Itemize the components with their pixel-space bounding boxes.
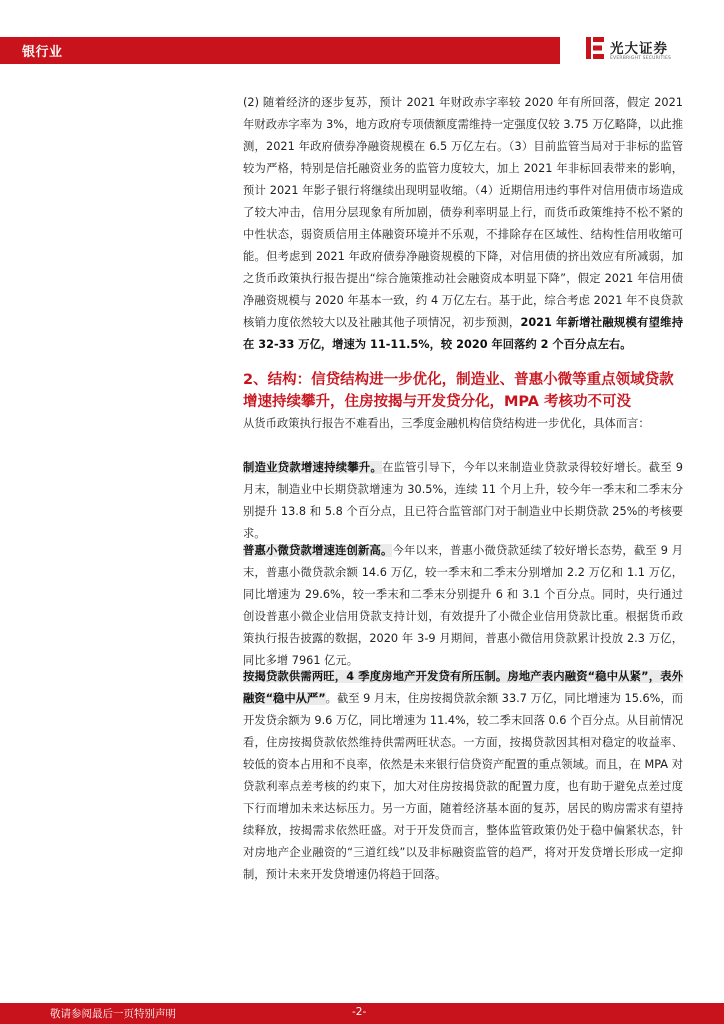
paragraph-bold-lead: 按揭贷款供需两旺，4 季度房地产开发贷有所压制。房地产表内融资“稳中从紧”，表外融资“稳中从严” [243,670,683,705]
page-number: -2- [352,1006,367,1018]
paragraph-financing-forecast [243,92,683,356]
brand-logo [584,33,694,67]
paragraph-bold-conclusion: 2021 年新增社融规模有望维持在 32-33 万亿，增速为 11-11.5%，较 2020 年回落约 2 个百分点左右。 [243,316,683,351]
paragraph-inclusive-smes [243,540,683,672]
paragraph-manufacturing [243,457,683,545]
paragraph-text: 今年以来，普惠小微贷款延续了较好增长态势，截至 9 月末，普惠小微贷款余额 14.6 万亿，较一季末和二季末分别增加 2.2 万亿和 1.1 万亿，同比增速为 29.6%，较一季末和二季末分别提升 6 和 3.1 个百分点。同时，央行通过创设普惠小微企业信用贷款支持计划，有效提升了小微企业信用贷款比重。根据货币政策执行报告披露的数据，2020 年 3-9 月期间，普惠小微信用贷款累计投放 2.3 万亿，同比多增 7961 亿元。 [243,544,683,667]
section-heading: 2、结构：信贷结构进一步优化，制造业、普惠小微等重点领域贷款增速持续攀升，住房按揭与开发贷分化，MPA 考核功不可没 [243,372,674,410]
paragraph-bold-lead: 制造业贷款增速持续攀升。 [243,461,383,474]
brand-subtitle: EVERBRIGHT SECURITIES [610,56,672,61]
paragraph-intro [243,413,683,435]
brand-logo-icon [584,35,606,61]
header-section-title: 银行业 [22,45,63,60]
paragraph-text: 在监管引导下，今年以来制造业贷款录得较好增长。截至 9 月末，制造业中长期贷款增速为 30.5%，连续 11 个月上升，较今年一季末和二季末分别提升 13.8 和 5.8 个百分点，且已符合监管部门对于制造业中长期贷款 25%的考核要求。 [243,461,683,540]
paragraph-text: 从货币政策执行报告不难看出，三季度金融机构信贷结构进一步优化，具体而言： [243,417,650,430]
header-bar [0,37,560,64]
footer-disclaimer: 敬请参阅最后一页特别声明 [50,1008,176,1020]
paragraph-text: 。截至 9 月末，住房按揭贷款余额 33.7 万亿，同比增速为 15.6%，而开发贷余额为 9.6 万亿，同比增速为 11.4%，较二季末回落 0.6 个百分点。从目前情况看，住房按揭贷款依然维持供需两旺状态。一方面，按揭贷款因其相对稳定的收益率、较低的资本占用和不良率，依然是未来银行信贷资产配置的重点领域。而且，在 MPA 对贷款利率点差考核的约束下，加大对住房按揭贷款的配置力度，也有助于避免点差过度下行而增加未来达标压力。另一方面，随着经济基本面的复苏，居民的购房需求有望持续释放，按揭需求依然旺盛。对于开发贷而言，整体监管政策仍处于稳中偏紧状态，针对房地产企业融资的“三道红线”以及非标融资监管的趋严，将对开发贷增长形成一定抑制，预计未来开发贷增速仍将趋于回落。 [243,692,683,881]
paragraph-mortgage [243,666,683,886]
paragraph-text: (2) 随着经济的逐步复苏，预计 2021 年财政赤字率较 2020 年有所回落，假定 2021 年财政赤字率为 3%，地方政府专项债额度需维持一定强度仅较 3.75 万亿略降，以此推测，2021 年政府债券净融资规模在 6.5 万亿左右。（3）目前监管当局对于非标的监管较为严格，特别是信托融资业务的监管力度较大，加上 2021 年非标回表带来的影响，预计 2021 年影子银行将继续出现明显收缩。（4）近期信用违约事件对信用债市场造成了较大冲击，信用分层现象有所加剧，债券利率明显上行，而货币政策维持不松不紧的中性状态，弱资质信用主体融资环境并不乐观，不排除存在区域性、结构性信用收缩可能。但考虑到 2021 年政府债券净融资规模的下降，对信用债的挤出效应有所减弱，加之货币政策执行报告提出“综合施策推动社会融资成本明显下降”，假定 2021 年信用债净融资规模与 2020 年基本一致，约 4 万亿左右。基于此，综合考虑 2021 年不良贷款核销力度依然较大以及社融其他子项情况，初步预测， [243,96,683,329]
paragraph-bold-lead: 普惠小微贷款增速连创新高。 [243,544,393,557]
brand-name: 光大证券 [610,41,668,57]
